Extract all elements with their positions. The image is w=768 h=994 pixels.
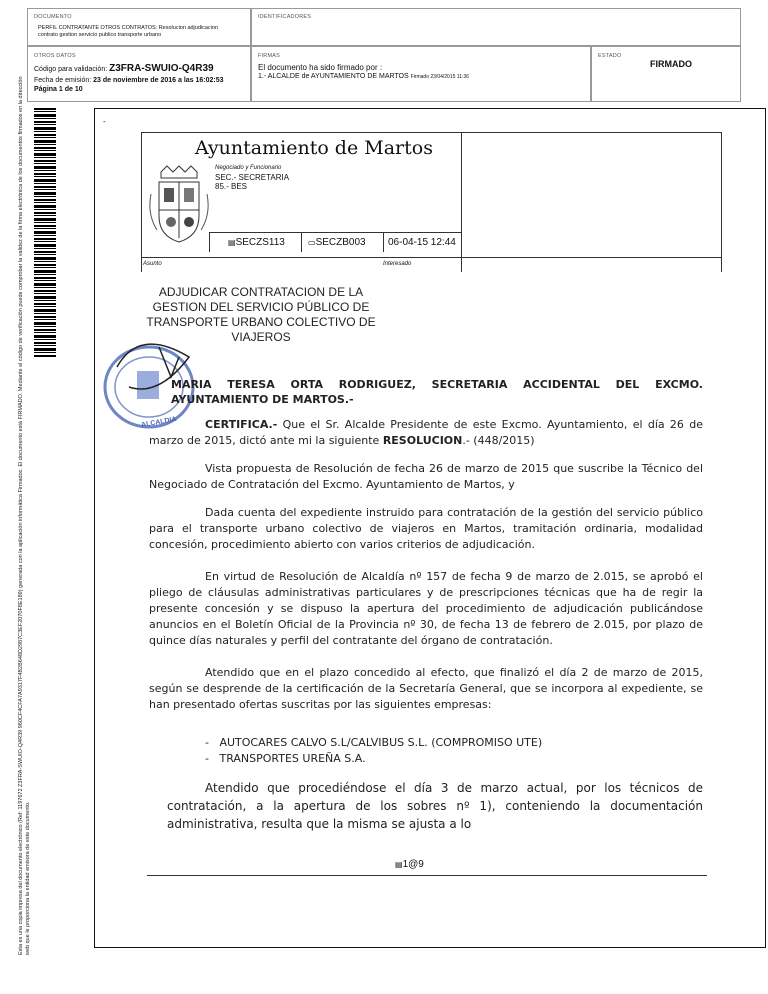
firmas-line1: El documento ha sido firmado por : <box>258 63 383 72</box>
fecha-prefix: Fecha de emisión: <box>34 77 92 84</box>
footer-icon: ▤ <box>395 860 403 869</box>
estado-value: FIRMADO <box>650 59 692 69</box>
asunto-line: VIAJEROS <box>231 330 291 344</box>
identificadores-box <box>251 8 741 46</box>
codigo-prefix: Código para validación: <box>34 66 108 73</box>
asunto-label: Asunto <box>143 261 162 267</box>
resolucion-tail: .- (448/2015) <box>462 434 535 447</box>
codigo-validacion <box>34 63 214 74</box>
certifica-text: Que el Sr. Alcalde Presidente de este Excmo. Ayuntamiento, el día 26 de marzo de 2015, dictó ante mi la siguiente <box>149 418 703 447</box>
secretaria-heading: MARIA TERESA ORTA RODRIGUEZ, SECRETARIA ACCIDENTAL DEL EXCMO. AYUNTAMIENTO DE MARTOS.- <box>171 378 703 406</box>
footer-rule <box>147 875 707 876</box>
ref-box-1 <box>209 232 301 252</box>
paragraph-1: Vista propuesta de Resolución de fecha 26 de marzo de 2015 que suscribe la Técnico del Negociado de Contratación del Excmo. Ayuntamiento de Martos, y <box>149 462 703 491</box>
identificadores-label: IDENTIFICADORES <box>258 14 312 20</box>
negociado-line2: 85.- BES <box>215 182 248 191</box>
asunto-line: TRANSPORTE URBANO COLECTIVO DE <box>146 315 376 329</box>
empresa-name: AUTOCARES CALVO S.L/CALVIBUS S.L. (COMPROMISO UTE) <box>219 736 543 749</box>
firmas-label: FIRMAS <box>258 53 280 59</box>
form-top-border <box>141 132 721 133</box>
footer-code-text: 1@9 <box>402 859 424 870</box>
codigo-value: Z3FRA-SWUIO-Q4R39 <box>109 63 214 74</box>
asunto-line: GESTION DEL SERVICIO PÚBLICO DE <box>152 300 370 314</box>
ref-icon-1: ▤ <box>228 238 236 247</box>
asunto-text <box>145 285 377 345</box>
form-divider <box>461 132 462 272</box>
firmante: 1.- ALCALDE de AYUNTAMIENTO DE MARTOS <box>258 73 409 80</box>
ayuntamiento-title: Ayuntamiento de Martos <box>195 137 433 159</box>
certifica-bold: CERTIFICA.- <box>205 418 278 431</box>
paragraph-2: Dada cuenta del expediente instruido para contratación de la gestión del servicio público para el transporte urbano colectivo de viajeros en Martos, tramitación ordinaria, modalidad concesión, procedimiento abierto con varios criterios de adjudicación. <box>149 506 703 551</box>
paragraph-3: En virtud de Resolución de Alcaldía nº 157 de fecha 9 de marzo de 2.015, se aprobó el pliego de cláusulas administrativas particulares y de prescripciones técnicas que ha de regir la presente concesión y se dispuso la apertura del procedimiento de adjudicación publicándose anuncios en el Boletín Oficial de la Provincia nº 30, de fecha 13 de febrero de 2.015, por plazo de quince días naturales y perfil del contratante del órgano de contratación. <box>149 570 703 647</box>
form-right-border <box>721 132 722 272</box>
seal-text: ALCALDIA <box>140 415 178 430</box>
estado-label: ESTADO <box>598 53 622 59</box>
paragraph-4: Atendido que en el plazo concedido al efecto, que finalizó el día 2 de marzo de 2015, según se desprende de la certificación de la Secretaría General, que se incorpora al expediente, se han presentado ofertas suscritas por las siguientes empresas: <box>149 666 703 711</box>
ref-box-2 <box>301 232 383 252</box>
empresa-item: - TRANSPORTES UREÑA S.A. <box>205 752 366 765</box>
negociado-line1: SEC.- SECRETARIA <box>215 173 290 182</box>
asunto-line: ADJUDICAR CONTRATACION DE LA <box>158 285 364 299</box>
fecha-value: 23 de noviembre de 2016 a las 16:02:53 <box>93 77 224 84</box>
scan-dot: - <box>103 117 106 126</box>
verification-side-text: Esta es una copia impresa del documento electrónico (Ref: 1197672 Z3FRA-SWUIO-Q4R39 960CF4CFA7A9317F4B2B648D2987C3EF2070F8E189) generada con la aplicación informática Firmadoc. El documento está FIRMADO. Mediante el código de verificación puede comprobar la validez de la firma electrónica de los documentos firmados en la dirección web que le proporciona la entidad emisora de este documento. <box>18 76 31 955</box>
estado-box <box>591 46 741 102</box>
coat-of-arms-icon <box>147 164 211 248</box>
firmas-line2 <box>258 72 469 82</box>
documento-label: DOCUMENTO <box>34 14 72 20</box>
otros-datos-box <box>27 46 251 102</box>
ref1: SECZS113 <box>235 237 285 248</box>
documento-text: PERFIL CONTRATANTE OTROS CONTRATOS: Resolucion adjudicacion contrato gestion servicio publico transporte urbano <box>38 25 219 38</box>
scanned-page <box>94 108 766 948</box>
empresa-name: TRANSPORTES UREÑA S.A. <box>219 752 366 765</box>
otros-datos-label: OTROS DATOS <box>34 53 76 59</box>
footer-code <box>395 859 424 870</box>
timestamp: 06-04-15 12:44 <box>388 237 456 248</box>
paragraph-5: Atendido que procediéndose el día 3 de marzo actual, por los técnicos de contratación, a la apertura de los sobres nº 1), conteniendo la documentación administrativa, resulta que la misma se ajusta a lo <box>167 781 703 831</box>
empresa-item: - AUTOCARES CALVO S.L/CALVIBUS S.L. (COMPROMISO UTE) <box>205 736 543 749</box>
timestamp-box <box>383 232 461 252</box>
negociado-label: Negociado y Funcionario <box>215 165 282 171</box>
barcode <box>34 108 56 358</box>
ref2: SECZB003 <box>315 237 366 248</box>
certifica-paragraph <box>149 417 703 449</box>
form-left-border <box>141 132 142 272</box>
documento-box <box>27 8 251 46</box>
fecha-emision <box>34 76 224 85</box>
pagina: Página 1 de 10 <box>34 86 83 93</box>
form-bottom-border <box>141 257 721 258</box>
folder-icon: ▭ <box>308 238 316 247</box>
firmas-box <box>251 46 591 102</box>
empresas-list <box>205 735 685 767</box>
firma-fecha: Firmado 23/04/2015 11:36 <box>410 74 469 80</box>
interesado-label: Interesado <box>383 261 412 267</box>
resolucion-bold: RESOLUCION <box>382 434 463 447</box>
